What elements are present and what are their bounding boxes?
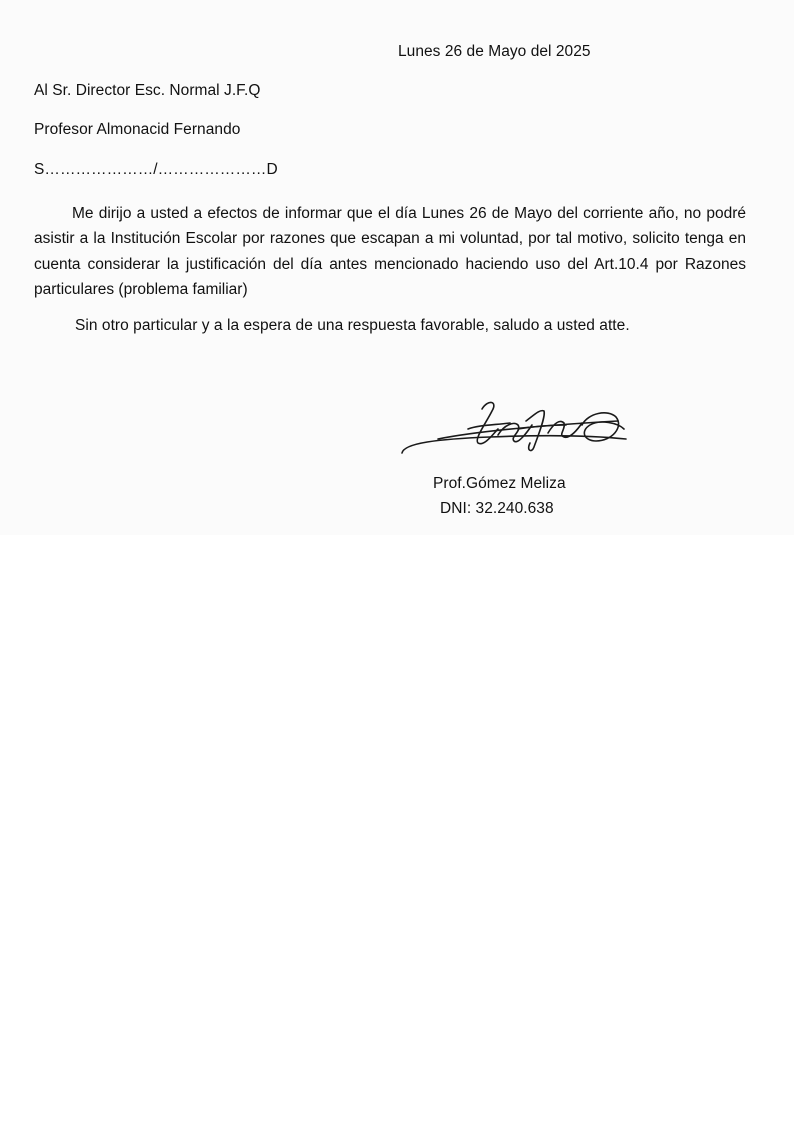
signer-dni: DNI: 32.240.638	[440, 500, 554, 517]
letter-closing: Sin otro particular y a la espera de una respuesta favorable, saludo a usted atte.	[75, 317, 630, 334]
recipient-line-2: Profesor Almonacid Fernando	[34, 121, 241, 138]
recipient-line-1: Al Sr. Director Esc. Normal J.F.Q	[34, 82, 261, 99]
letter-body: Me dirijo a usted a efectos de informar que el día Lunes 26 de Mayo del corriente año, no podré asistir a la Institución Escolar por razones que escapan a mi voluntad, por tal motivo, solicito tenga en cuenta considerar la justificación del día antes mencionado haciendo uso del Art.10.4 por Razones particulares (problema familiar)	[34, 205, 746, 298]
salutation: S…………………/…………………D	[34, 161, 278, 178]
handwritten-signature	[398, 395, 632, 463]
signer-name: Prof.Gómez Meliza	[433, 475, 566, 492]
letter-date: Lunes 26 de Mayo del 2025	[398, 43, 591, 60]
